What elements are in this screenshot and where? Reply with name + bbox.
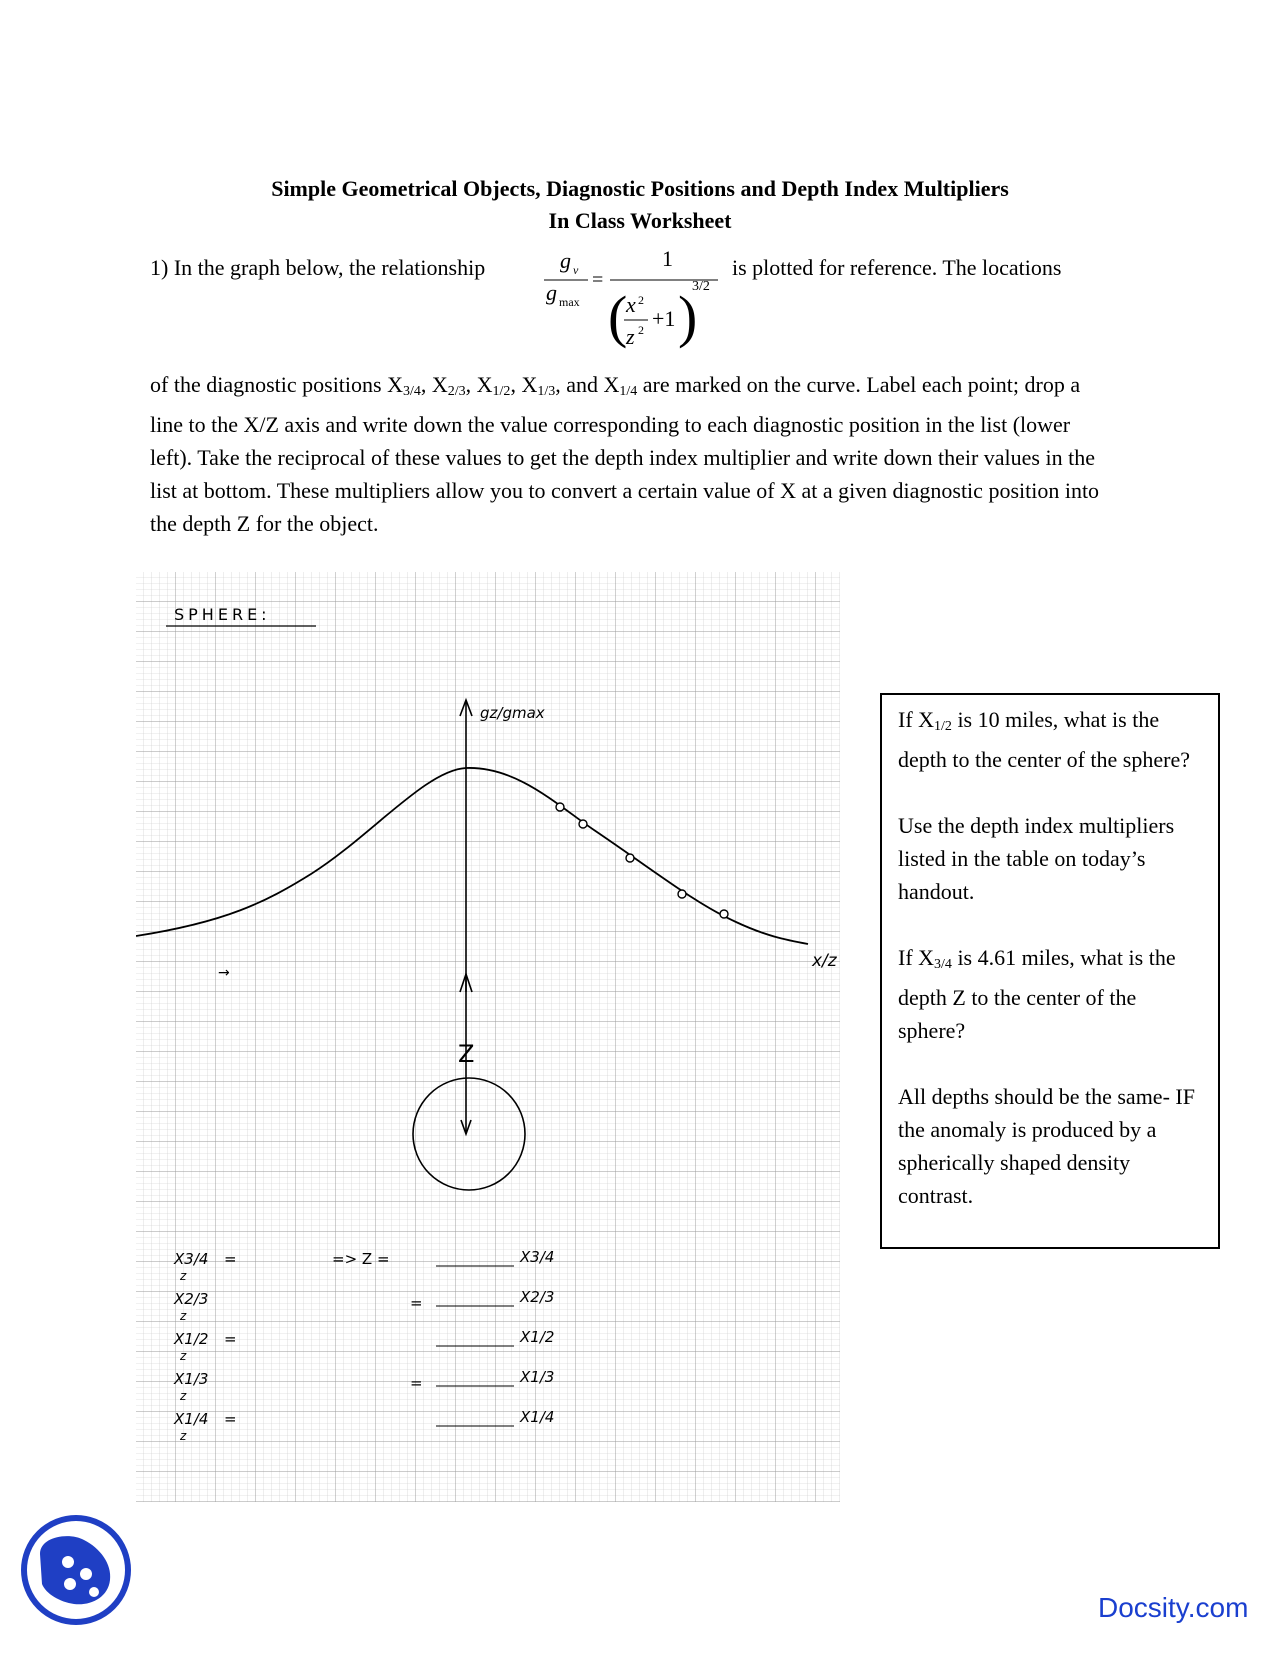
svg-text:X1/3: X1/3 bbox=[520, 1368, 555, 1386]
svg-text:X3/4: X3/4 bbox=[174, 1250, 209, 1268]
point-x34 bbox=[556, 803, 564, 811]
formula-rhs-num: 1 bbox=[662, 248, 673, 271]
point-x23 bbox=[579, 820, 587, 828]
point-x12 bbox=[626, 854, 634, 862]
intro-tail: is plotted for reference. The locations bbox=[732, 255, 1062, 280]
formula-x-sq: 2 bbox=[638, 293, 644, 307]
svg-text:=: = bbox=[224, 1250, 237, 1268]
svg-text:z: z bbox=[180, 1309, 187, 1323]
svg-text:X1/4: X1/4 bbox=[520, 1408, 555, 1426]
y-axis-label: gz/gmax bbox=[480, 704, 545, 722]
docsity-brand-link[interactable]: Docsity.com bbox=[1098, 1592, 1249, 1623]
sphere-graph bbox=[136, 572, 840, 1502]
formula-lhs-num: g bbox=[560, 248, 571, 273]
svg-text:=: = bbox=[224, 1330, 237, 1348]
conclusion: All depths should be the same- IF the anomaly is produced by a spherically shaped density contrast. bbox=[898, 1084, 1195, 1208]
svg-text:=: = bbox=[410, 1374, 423, 1392]
svg-text:X2/3: X2/3 bbox=[520, 1288, 555, 1306]
formula-x: x bbox=[626, 292, 636, 317]
intro-lead: 1) In the graph below, the relationship bbox=[150, 255, 486, 280]
question-2: If $X_{3/4}$ is 4.61 miles, what is the depth Z to the center of the sphere? bbox=[898, 945, 1176, 1043]
formula-rparen: ) bbox=[678, 284, 698, 349]
formula-plus1: +1 bbox=[652, 306, 676, 331]
formula-lhs-num-sub: v bbox=[573, 263, 579, 277]
svg-text:=: = bbox=[224, 1410, 237, 1428]
formula-z: z bbox=[626, 324, 635, 349]
formula bbox=[540, 248, 740, 368]
formula-z-sq: 2 bbox=[638, 323, 644, 337]
formula-lparen: ( bbox=[608, 284, 628, 349]
formula-lhs-den-sub: max bbox=[559, 295, 580, 309]
docsity-logo-icon[interactable] bbox=[20, 1514, 132, 1626]
svg-text:X1/3: X1/3 bbox=[174, 1370, 209, 1388]
point-x14 bbox=[720, 910, 728, 918]
svg-text:=: = bbox=[410, 1294, 423, 1312]
question-box bbox=[880, 693, 1220, 1249]
svg-text:X1/4: X1/4 bbox=[174, 1410, 209, 1428]
formula-exp: 3/2 bbox=[692, 279, 710, 294]
svg-text:X3/4: X3/4 bbox=[520, 1248, 555, 1266]
label-sphere: SPHERE: bbox=[174, 605, 271, 624]
formula-eq: = bbox=[592, 269, 604, 291]
worksheet-subtitle: In Class Worksheet bbox=[548, 208, 732, 233]
svg-text:z: z bbox=[180, 1349, 187, 1363]
z-label: Z bbox=[458, 1040, 475, 1068]
point-x13 bbox=[678, 890, 686, 898]
note-handout: Use the depth index multipliers listed in the table on today’s handout. bbox=[898, 813, 1175, 904]
x-axis-label: x/z bbox=[812, 951, 837, 971]
svg-text:z: z bbox=[180, 1389, 187, 1403]
formula-lhs-den: g bbox=[546, 280, 557, 305]
left-arrow-mark: → bbox=[218, 965, 230, 981]
svg-text:z: z bbox=[180, 1269, 187, 1283]
svg-text:X1/2: X1/2 bbox=[174, 1330, 209, 1348]
svg-text:z: z bbox=[180, 1429, 187, 1443]
instructions-paragraph: of the diagnostic positions $X_{3/4}$, $X_{2/3}$, $X_{1/2}$, $X_{1/3}$, and $X_{1/4}$ are marked on the curve. Label each point; drop a line to the X/Z axis and write down the value corresponding to each diagnostic position in the list (lower left). Take the reciprocal of these values to get the depth index multiplier and write down their values in the list at bottom. These multipliers allow you to convert a certain value of X at a given diagnostic position into the depth Z for the object. bbox=[150, 372, 1100, 536]
svg-text:X1/2: X1/2 bbox=[520, 1328, 555, 1346]
svg-text:X2/3: X2/3 bbox=[174, 1290, 209, 1308]
worksheet-title: Simple Geometrical Objects, Diagnostic Positions and Depth Index Multipliers bbox=[271, 176, 1009, 201]
question-1: If $X_{1/2}$ is 10 miles, what is the depth to the center of the sphere? bbox=[898, 707, 1190, 772]
arrow-z-text: => Z = bbox=[332, 1250, 390, 1268]
